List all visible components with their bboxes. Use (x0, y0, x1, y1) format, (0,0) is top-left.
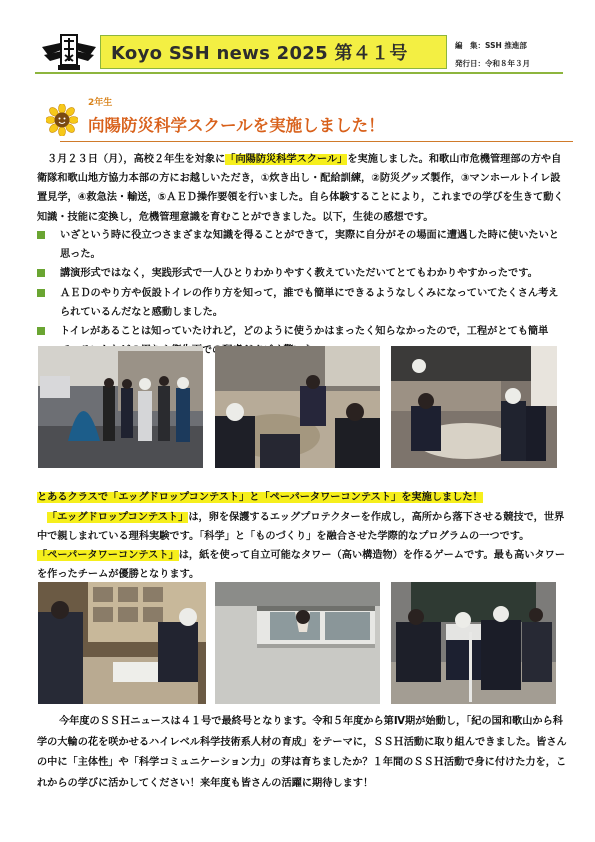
bullet-square-icon (37, 327, 45, 335)
comment-item (37, 226, 567, 264)
header-divider (35, 72, 563, 74)
egg-drop-paragraph (37, 508, 567, 546)
intro-highlight: 「向陽防災科学スクール」 (225, 154, 348, 165)
headline-underline (60, 141, 573, 142)
newsletter-title: Koyo SSH news 2025 第４１号 (111, 43, 408, 64)
bullet-square-icon (37, 269, 45, 277)
paper-tower-paragraph (37, 546, 567, 584)
bullet-square-icon (37, 231, 45, 239)
paper-tower-text: は，紙を使って自立可能なタワー（高い構造物）を作るゲームです。最も高いタワーを作ったチームが優勝となります。 (37, 550, 566, 581)
photo-egg-drop-window (215, 582, 380, 704)
comment-text: 講演形式ではなく，実践形式で一人ひとりわかりやすく教えていただいてとてもわかりやすかったです。 (60, 268, 538, 279)
bullet-square-icon (37, 289, 45, 297)
comment-item (37, 284, 567, 322)
comment-item (37, 264, 567, 283)
photo-paper-tower (391, 582, 556, 704)
paper-tower-highlight: 「ペーパータワーコンテスト」 (37, 550, 179, 561)
photo-aed-practice (391, 346, 557, 468)
intro-text-after: を実施しました。和歌山市危機管理部の方や自衛隊和歌山地方協力本部の方にお越しいただき，①炊き出し・配給訓練，②防災グッズ製作，③マンホールトイレ設置見学，④救急法・輸送，⑤ＡＥＤ操作要領を行いました。自ら体験することにより，これまでの学びを生きて動く知識・技能に変換し，危機管理意識を育むことができました。以下，生徒の感想です。 (37, 154, 564, 223)
issue-date: 発行日：令和８年３月 (455, 59, 530, 68)
article2-heading (37, 491, 483, 505)
article1-intro (37, 150, 567, 227)
comment-text: トイレがあることは知っていたけれど，どのように使うかはまったく知らなかったので，工程がとても簡単 面での (60, 326, 549, 357)
comment-text: いざという時に役立つさまざまな知識を得ることができて，実際に自分がその場面に遭遇した時に使いたいと思った。 (60, 230, 559, 261)
intro-text-before: ３月２３日（月），高校２年生を対象に (47, 154, 226, 165)
comment-text: ＡＥＤのやり方や仮設トイレの作り方を知って，誰でも簡単にできるようなしくみになっていてたくさん考えられているんだなと感動しました。 (60, 288, 559, 319)
photo-toilet-tent (38, 346, 203, 468)
editor-label: 編 集：SSH 推進部 (455, 41, 527, 50)
photo-first-aid-training (215, 346, 380, 468)
egg-drop-text: は，卵を保護するエッグプロテクターを作成し，高所から落下させる競技で，世界中で親しまれている理科実験です。「科学」と「ものづくり」を融合させた学際的なプログラムの一つです。 (37, 512, 565, 543)
photo-lab-making (38, 582, 206, 704)
sunflower-icon (46, 104, 78, 136)
school-logo (40, 33, 98, 73)
article1-headline: 向陽防災科学スクールを実施しました！ (88, 116, 385, 135)
closing-message: 今年度のＳＳＨニュースは４１号で最終号となります。令和５年度から第Ⅳ期が始動し，「紀の国和歌山から科学の大輪の花を咲かせるハイレベル科学技術系人材の育成」をテーマに，ＳＳＨ活動に取り組んできました。皆さんの中に「主体性」や「科学コミュニケーション力」の芽は育ちましたか？１年間のＳＳＨ活動で身に付けた力を，これからの学びに活かしてください！来年度も皆さんの活躍に期待します！ (37, 716, 567, 789)
article2-heading-text: とあるクラスで「エッグドロップコンテスト」と「ペーパータワーコンテスト」を実施しました！ (37, 492, 483, 503)
newsletter-title-bar (100, 35, 447, 69)
grade-label: 2年生 (88, 98, 113, 108)
egg-drop-highlight: 「エッグドロップコンテスト」 (47, 512, 189, 523)
